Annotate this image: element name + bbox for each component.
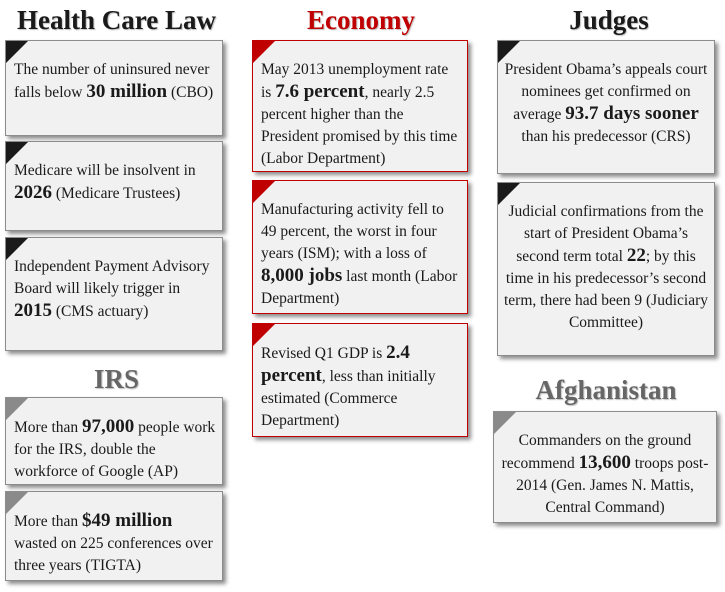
judges-card	[497, 182, 715, 356]
card-text: More than 97,000 people work for the IRS, double the workforce of Google (AP)	[14, 416, 216, 480]
irs-card	[5, 491, 223, 581]
card-text: Commanders on the ground recommend 13,600 troops post-2014 (Gen. James N. Mattis, Central Command)	[501, 432, 709, 516]
health-card	[5, 141, 223, 231]
card-text: Independent Payment Advisory Board will likely trigger in 2015 (CMS actuary)	[14, 258, 210, 321]
heading-afghanistan: Afghanistan	[535, 375, 677, 405]
irs-card	[5, 397, 223, 485]
health-card	[5, 237, 223, 351]
heading-irs: IRS	[93, 364, 140, 394]
card-text: Manufacturing activity fell to 49 percent, the worst in four years (ISM); with a loss of 8,000 jobs last month (Labor Department)	[261, 201, 458, 307]
card-text: Medicare will be insolvent in 2026 (Medicare Trustees)	[14, 162, 196, 203]
heading-health-care-law: Health Care Law	[17, 5, 216, 35]
card-text: President Obama’s appeals court nominees get confirmed on average 93.7 days sooner than his predecessor (CRS)	[504, 61, 708, 145]
card-text: May 2013 unemployment rate is 7.6 percent, nearly 2.5 percent higher than the President promised by this time (Labor Department)	[261, 61, 458, 167]
card-text: More than $49 million wasted on 225 conferences over three years (TIGTA)	[14, 510, 213, 574]
card-text: The number of uninsured never falls below 30 million (CBO)	[14, 61, 214, 102]
card-text: Revised Q1 GDP is 2.4 percent, less than initially estimated (Commerce Department)	[261, 342, 436, 429]
economy-card	[252, 180, 468, 314]
heading-judges: Judges	[569, 5, 649, 35]
economy-card	[252, 40, 468, 172]
card-text: Judicial confirmations from the start of President Obama’s second term total 22; by this time in his predecessor’s second term, there had been 9 (Judiciary Committee)	[504, 203, 708, 331]
afghanistan-card	[493, 411, 717, 523]
economy-card	[252, 323, 468, 437]
health-card	[5, 40, 223, 136]
heading-economy: Economy	[307, 5, 415, 35]
judges-card	[497, 40, 715, 174]
